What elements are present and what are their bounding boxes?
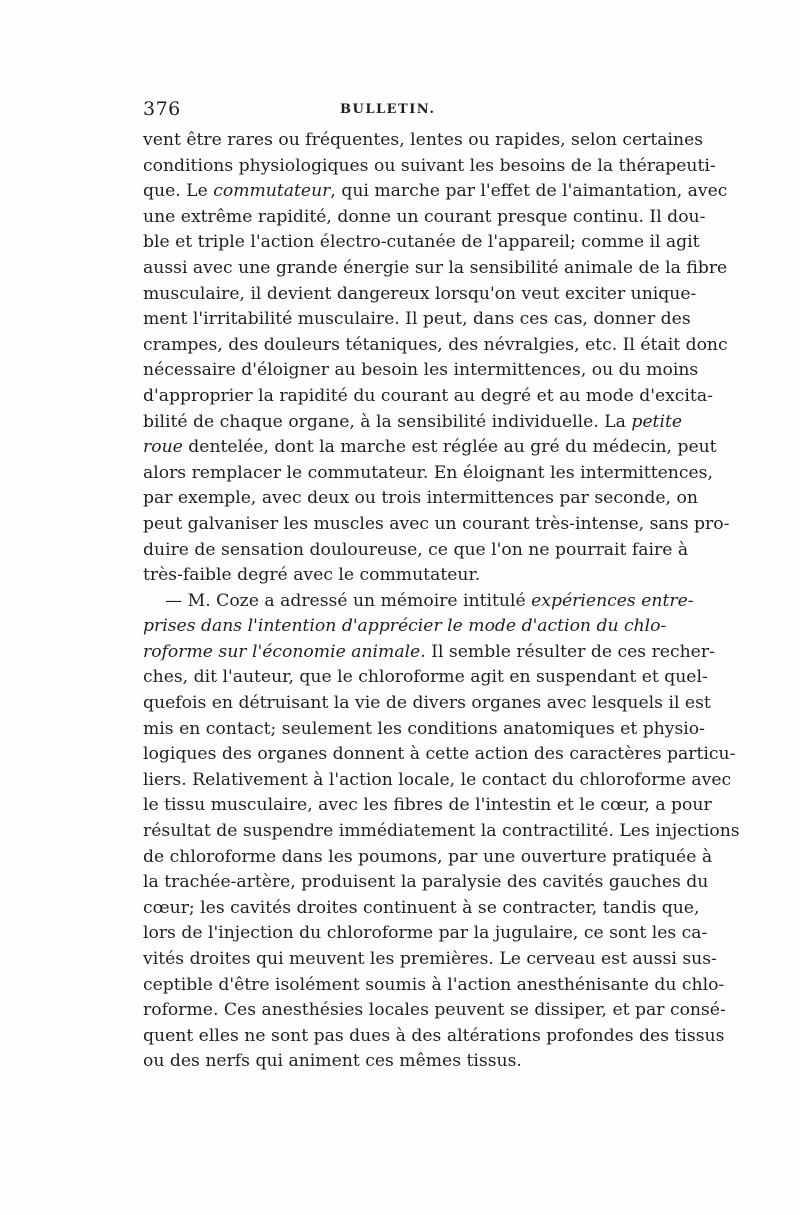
text-run: — M. Coze a adressé un mémoire intitulé bbox=[165, 590, 532, 611]
text-line: lors de l'injection du chloroforme par la jugulaire, ce sont les ca- bbox=[143, 923, 708, 944]
text-line bbox=[143, 435, 717, 461]
italic-title: roforme sur l'économie animale. bbox=[143, 641, 426, 662]
text-line bbox=[143, 410, 683, 436]
text-line: vités droites qui meuvent les premières. Le cerveau est aussi sus- bbox=[143, 949, 717, 969]
text-line: de chloroforme dans les poumons, par une ouverture pratiquée à bbox=[143, 846, 713, 867]
text-line: cœur; les cavités droites continuent à se contracter, tandis que, bbox=[143, 897, 700, 918]
page-header bbox=[143, 98, 663, 124]
text-line bbox=[143, 589, 694, 615]
text-line: la trachée-artère, produisent la paralysie des cavités gauches du bbox=[143, 872, 709, 893]
paragraph-2 bbox=[143, 589, 740, 1075]
running-head: BULLETIN. bbox=[340, 102, 436, 117]
text-run: dentelée, dont la marche est réglée au gré du médecin, peut bbox=[182, 437, 717, 458]
text-line: mis en contact; seulement les conditions anatomiques et physio- bbox=[143, 718, 705, 739]
text-line: d'approprier la rapidité du courant au degré et au mode d'excita- bbox=[143, 385, 713, 406]
text-line bbox=[143, 179, 728, 205]
text-line: ment l'irritabilité musculaire. Il peut, dans ces cas, donner des bbox=[143, 309, 691, 330]
text-line: roforme. Ces anesthésies locales peuvent se dissiper, et par consé- bbox=[143, 1000, 726, 1021]
text-line bbox=[143, 640, 715, 666]
text-line: ou des nerfs qui animent ces mêmes tissus. bbox=[143, 1051, 522, 1072]
text-line: le tissu musculaire, avec les fibres de l'intestin et le cœur, a pour bbox=[143, 795, 712, 816]
italic-title: expériences entre- bbox=[531, 590, 694, 611]
text-line: alors remplacer le commutateur. En éloignant les intermittences, bbox=[143, 462, 713, 483]
italic-term: commutateur bbox=[213, 181, 331, 202]
text-line: musculaire, il devient dangereux lorsqu'on veut exciter unique- bbox=[143, 283, 697, 304]
italic-term: roue bbox=[143, 437, 183, 458]
text-line: vent être rares ou fréquentes, lentes ou rapides, selon certaines bbox=[143, 130, 704, 150]
text-line: logiques des organes donnent à cette action des caractères particu- bbox=[143, 744, 736, 765]
italic-title: prises dans l'intention d'apprécier le mode d'action du chlo- bbox=[143, 616, 667, 637]
text-line: nécessaire d'éloigner au besoin les intermittences, ou du moins bbox=[143, 360, 699, 381]
text-line: très-faible degré avec le commutateur. bbox=[143, 565, 481, 586]
page-number: 376 bbox=[143, 98, 181, 120]
text-line: quent elles ne sont pas dues à des altérations profondes des tissus bbox=[143, 1025, 725, 1046]
text-run: bilité de chaque organe, à la sensibilité individuelle. La bbox=[143, 411, 632, 432]
text-run: , qui marche par l'effet de l'aimantation, avec bbox=[330, 181, 728, 202]
text-line: aussi avec une grande énergie sur la sensibilité animale de la fibre bbox=[143, 257, 728, 278]
text-line: résultat de suspendre immédiatement la contractilité. Les injections bbox=[143, 821, 740, 842]
text-line: ble et triple l'action électro-cutanée de l'appareil; comme il agit bbox=[143, 232, 700, 253]
text-line: duire de sensation douloureuse, ce que l'on ne pourrait faire à bbox=[143, 539, 689, 560]
text-line bbox=[143, 614, 667, 640]
paragraph-1 bbox=[143, 128, 730, 589]
body-text bbox=[143, 128, 740, 1075]
text-line: conditions physiologiques ou suivant les besoins de la thérapeuti- bbox=[143, 155, 716, 176]
text-line: par exemple, avec deux ou trois intermittences par seconde, on bbox=[143, 488, 698, 509]
text-run: que. Le bbox=[143, 181, 214, 202]
italic-term: petite bbox=[631, 411, 683, 432]
text-line: ches, dit l'auteur, que le chloroforme agit en suspendant et quel- bbox=[143, 667, 708, 688]
text-line: une extrême rapidité, donne un courant presque continu. Il dou- bbox=[143, 206, 706, 227]
text-line: ceptible d'être isolément soumis à l'action anesthénisante du chlo- bbox=[143, 974, 725, 995]
text-run: Il semble résulter de ces recher- bbox=[425, 641, 715, 662]
text-line: quefois en détruisant la vie de divers organes avec lesquels il est bbox=[143, 693, 711, 714]
text-line: liers. Relativement à l'action locale, le contact du chloroforme avec bbox=[143, 769, 732, 790]
text-line: crampes, des douleurs tétaniques, des névralgies, etc. Il était donc bbox=[143, 334, 728, 355]
text-line: peut galvaniser les muscles avec un courant très-intense, sans pro- bbox=[143, 513, 730, 534]
